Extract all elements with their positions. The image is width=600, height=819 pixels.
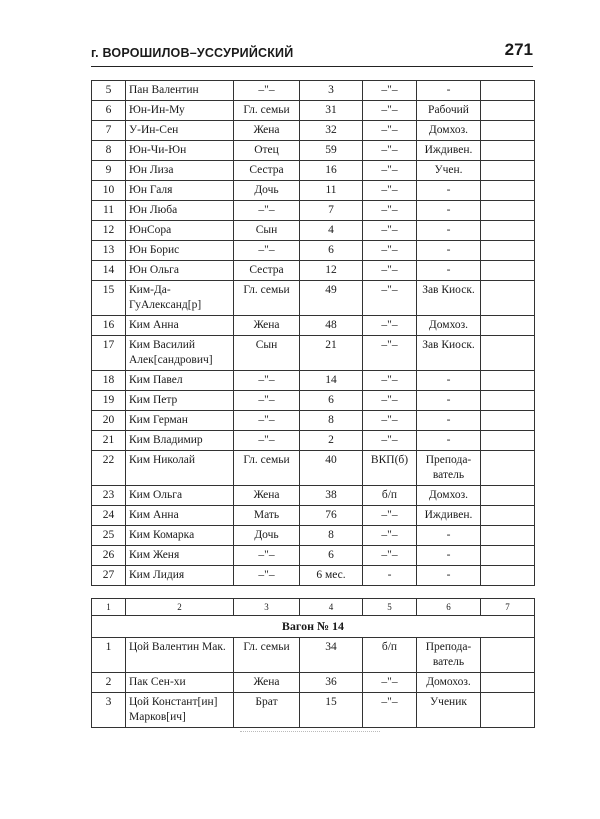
row-number-cell: 19 bbox=[92, 391, 126, 411]
table-row bbox=[92, 101, 535, 121]
full-name-cell: Юн Борис bbox=[126, 241, 234, 261]
party-cell: –"– bbox=[363, 181, 417, 201]
party-cell: ВКП(б) bbox=[363, 451, 417, 486]
occupation-cell: Домхоз. bbox=[417, 121, 481, 141]
table-row bbox=[92, 638, 535, 673]
occupation-cell: Препода-ватель bbox=[417, 638, 481, 673]
row-number-cell: 12 bbox=[92, 221, 126, 241]
relation-cell: Сын bbox=[234, 221, 300, 241]
row-number-cell: 5 bbox=[92, 81, 126, 101]
occupation-cell: - bbox=[417, 261, 481, 281]
occupation-cell: Рабочий bbox=[417, 101, 481, 121]
age-cell: 38 bbox=[300, 486, 363, 506]
full-name-cell: Ким Павел bbox=[126, 371, 234, 391]
wagon-14-table bbox=[91, 598, 535, 728]
note-cell bbox=[481, 261, 535, 281]
page-header bbox=[91, 40, 533, 67]
occupation-cell: Домхоз. bbox=[417, 486, 481, 506]
relation-cell: Жена bbox=[234, 121, 300, 141]
age-cell: 15 bbox=[300, 693, 363, 728]
relation-cell: Жена bbox=[234, 486, 300, 506]
table-row bbox=[92, 693, 535, 728]
note-cell bbox=[481, 141, 535, 161]
party-cell: –"– bbox=[363, 141, 417, 161]
row-number-cell: 14 bbox=[92, 261, 126, 281]
full-name-cell: Ким Анна bbox=[126, 316, 234, 336]
full-name-cell: Пан Валентин bbox=[126, 81, 234, 101]
age-cell: 3 bbox=[300, 81, 363, 101]
note-cell bbox=[481, 181, 535, 201]
note-cell bbox=[481, 451, 535, 486]
relation-cell: Сестра bbox=[234, 161, 300, 181]
note-cell bbox=[481, 336, 535, 371]
full-name-cell: Ким-Да-ГуАлександ[р] bbox=[126, 281, 234, 316]
column-number: 7 bbox=[481, 599, 535, 616]
row-number-cell: 1 bbox=[92, 638, 126, 673]
age-cell: 11 bbox=[300, 181, 363, 201]
party-cell: –"– bbox=[363, 526, 417, 546]
full-name-cell: Юн-Ин-Му bbox=[126, 101, 234, 121]
occupation-cell: - bbox=[417, 566, 481, 586]
occupation-cell: Домохоз. bbox=[417, 673, 481, 693]
table-row bbox=[92, 261, 535, 281]
wagon-14-body bbox=[92, 638, 535, 728]
occupation-cell: Ученик bbox=[417, 693, 481, 728]
relation-cell: Гл. семьи bbox=[234, 281, 300, 316]
age-cell: 59 bbox=[300, 141, 363, 161]
row-number-cell: 27 bbox=[92, 566, 126, 586]
row-number-cell: 11 bbox=[92, 201, 126, 221]
age-cell: 34 bbox=[300, 638, 363, 673]
relation-cell: –"– bbox=[234, 201, 300, 221]
party-cell: –"– bbox=[363, 546, 417, 566]
row-number-cell: 16 bbox=[92, 316, 126, 336]
full-name-cell: Ким Лидия bbox=[126, 566, 234, 586]
column-number: 3 bbox=[234, 599, 300, 616]
age-cell: 40 bbox=[300, 451, 363, 486]
column-number-row bbox=[92, 599, 535, 616]
note-cell bbox=[481, 101, 535, 121]
relation-cell: –"– bbox=[234, 241, 300, 261]
full-name-cell: Ким Женя bbox=[126, 546, 234, 566]
column-number: 1 bbox=[92, 599, 126, 616]
age-cell: 6 bbox=[300, 241, 363, 261]
row-number-cell: 21 bbox=[92, 431, 126, 451]
note-cell bbox=[481, 221, 535, 241]
full-name-cell: Ким Ольга bbox=[126, 486, 234, 506]
table-row bbox=[92, 486, 535, 506]
note-cell bbox=[481, 693, 535, 728]
age-cell: 48 bbox=[300, 316, 363, 336]
table-row bbox=[92, 411, 535, 431]
party-cell: –"– bbox=[363, 316, 417, 336]
full-name-cell: У-Ин-Сен bbox=[126, 121, 234, 141]
row-number-cell: 17 bbox=[92, 336, 126, 371]
relation-cell: Дочь bbox=[234, 181, 300, 201]
note-cell bbox=[481, 526, 535, 546]
column-number: 5 bbox=[363, 599, 417, 616]
full-name-cell: Ким Комарка bbox=[126, 526, 234, 546]
party-cell: –"– bbox=[363, 506, 417, 526]
party-cell: –"– bbox=[363, 336, 417, 371]
full-name-cell: Пак Сен-хи bbox=[126, 673, 234, 693]
table-row bbox=[92, 316, 535, 336]
age-cell: 16 bbox=[300, 161, 363, 181]
occupation-cell: Учен. bbox=[417, 161, 481, 181]
occupation-cell: - bbox=[417, 431, 481, 451]
party-cell: –"– bbox=[363, 431, 417, 451]
table-row bbox=[92, 181, 535, 201]
row-number-cell: 7 bbox=[92, 121, 126, 141]
full-name-cell: ЮнСора bbox=[126, 221, 234, 241]
occupation-cell: - bbox=[417, 221, 481, 241]
table-row bbox=[92, 281, 535, 316]
note-cell bbox=[481, 546, 535, 566]
age-cell: 8 bbox=[300, 526, 363, 546]
occupation-cell: Домхоз. bbox=[417, 316, 481, 336]
full-name-cell: Ким Петр bbox=[126, 391, 234, 411]
table-row bbox=[92, 391, 535, 411]
party-cell: –"– bbox=[363, 281, 417, 316]
table-row bbox=[92, 241, 535, 261]
table-row bbox=[92, 673, 535, 693]
relation-cell: Гл. семьи bbox=[234, 101, 300, 121]
row-number-cell: 8 bbox=[92, 141, 126, 161]
note-cell bbox=[481, 391, 535, 411]
relation-cell: –"– bbox=[234, 411, 300, 431]
row-number-cell: 25 bbox=[92, 526, 126, 546]
row-number-cell: 6 bbox=[92, 101, 126, 121]
note-cell bbox=[481, 506, 535, 526]
age-cell: 36 bbox=[300, 673, 363, 693]
party-cell: –"– bbox=[363, 241, 417, 261]
full-name-cell: Юн Галя bbox=[126, 181, 234, 201]
full-name-cell: Цой Валентин Мак. bbox=[126, 638, 234, 673]
relation-cell: Дочь bbox=[234, 526, 300, 546]
note-cell bbox=[481, 81, 535, 101]
full-name-cell: Цой Констант[ин] Марков[ич] bbox=[126, 693, 234, 728]
relation-cell: Жена bbox=[234, 673, 300, 693]
note-cell bbox=[481, 241, 535, 261]
note-cell bbox=[481, 316, 535, 336]
occupation-cell: Зав Киоск. bbox=[417, 281, 481, 316]
note-cell bbox=[481, 486, 535, 506]
occupation-cell: - bbox=[417, 411, 481, 431]
age-cell: 2 bbox=[300, 431, 363, 451]
relation-cell: Гл. семьи bbox=[234, 451, 300, 486]
party-cell: - bbox=[363, 566, 417, 586]
row-number-cell: 10 bbox=[92, 181, 126, 201]
row-number-cell: 22 bbox=[92, 451, 126, 486]
party-cell: –"– bbox=[363, 261, 417, 281]
note-cell bbox=[481, 411, 535, 431]
note-cell bbox=[481, 281, 535, 316]
party-cell: –"– bbox=[363, 391, 417, 411]
row-number-cell: 26 bbox=[92, 546, 126, 566]
passenger-list-body bbox=[92, 81, 535, 586]
note-cell bbox=[481, 121, 535, 141]
relation-cell: Отец bbox=[234, 141, 300, 161]
full-name-cell: Ким Анна bbox=[126, 506, 234, 526]
table-row bbox=[92, 451, 535, 486]
relation-cell: Сын bbox=[234, 336, 300, 371]
relation-cell: Сестра bbox=[234, 261, 300, 281]
wagon-heading: Вагон № 14 bbox=[92, 616, 535, 638]
relation-cell: Мать bbox=[234, 506, 300, 526]
row-number-cell: 18 bbox=[92, 371, 126, 391]
age-cell: 8 bbox=[300, 411, 363, 431]
column-number: 6 bbox=[417, 599, 481, 616]
table-row bbox=[92, 371, 535, 391]
relation-cell: Брат bbox=[234, 693, 300, 728]
relation-cell: –"– bbox=[234, 431, 300, 451]
row-number-cell: 13 bbox=[92, 241, 126, 261]
party-cell: б/п bbox=[363, 638, 417, 673]
age-cell: 6 bbox=[300, 546, 363, 566]
occupation-cell: Иждивен. bbox=[417, 506, 481, 526]
relation-cell: –"– bbox=[234, 371, 300, 391]
page-number: 271 bbox=[504, 40, 533, 59]
table-row bbox=[92, 566, 535, 586]
column-number: 2 bbox=[126, 599, 234, 616]
occupation-cell: Иждивен. bbox=[417, 141, 481, 161]
occupation-cell: - bbox=[417, 201, 481, 221]
relation-cell: –"– bbox=[234, 391, 300, 411]
wagon-heading-row bbox=[92, 616, 535, 638]
occupation-cell: - bbox=[417, 526, 481, 546]
note-cell bbox=[481, 638, 535, 673]
table-row bbox=[92, 506, 535, 526]
party-cell: –"– bbox=[363, 121, 417, 141]
party-cell: –"– bbox=[363, 161, 417, 181]
occupation-cell: Препода-ватель bbox=[417, 451, 481, 486]
occupation-cell: - bbox=[417, 391, 481, 411]
row-number-cell: 2 bbox=[92, 673, 126, 693]
relation-cell: –"– bbox=[234, 81, 300, 101]
note-cell bbox=[481, 201, 535, 221]
age-cell: 6 bbox=[300, 391, 363, 411]
faint-divider bbox=[240, 731, 380, 732]
age-cell: 12 bbox=[300, 261, 363, 281]
full-name-cell: Ким Николай bbox=[126, 451, 234, 486]
row-number-cell: 3 bbox=[92, 693, 126, 728]
row-number-cell: 20 bbox=[92, 411, 126, 431]
row-number-cell: 15 bbox=[92, 281, 126, 316]
occupation-cell: Зав Киоск. bbox=[417, 336, 481, 371]
note-cell bbox=[481, 566, 535, 586]
table-row bbox=[92, 546, 535, 566]
party-cell: –"– bbox=[363, 693, 417, 728]
table-row bbox=[92, 121, 535, 141]
table-row bbox=[92, 336, 535, 371]
age-cell: 76 bbox=[300, 506, 363, 526]
party-cell: б/п bbox=[363, 486, 417, 506]
age-cell: 21 bbox=[300, 336, 363, 371]
occupation-cell: - bbox=[417, 241, 481, 261]
running-title: г. ВОРОШИЛОВ–УССУРИЙСКИЙ bbox=[91, 46, 294, 60]
party-cell: –"– bbox=[363, 81, 417, 101]
occupation-cell: - bbox=[417, 371, 481, 391]
party-cell: –"– bbox=[363, 673, 417, 693]
table-row bbox=[92, 161, 535, 181]
party-cell: –"– bbox=[363, 201, 417, 221]
table-row bbox=[92, 81, 535, 101]
relation-cell: –"– bbox=[234, 566, 300, 586]
occupation-cell: - bbox=[417, 81, 481, 101]
full-name-cell: Ким Герман bbox=[126, 411, 234, 431]
age-cell: 7 bbox=[300, 201, 363, 221]
table-row bbox=[92, 431, 535, 451]
age-cell: 6 мес. bbox=[300, 566, 363, 586]
full-name-cell: Ким Василий Алек[сандрович] bbox=[126, 336, 234, 371]
relation-cell: –"– bbox=[234, 546, 300, 566]
note-cell bbox=[481, 431, 535, 451]
column-number: 4 bbox=[300, 599, 363, 616]
row-number-cell: 9 bbox=[92, 161, 126, 181]
full-name-cell: Ким Владимир bbox=[126, 431, 234, 451]
full-name-cell: Юн Ольга bbox=[126, 261, 234, 281]
party-cell: –"– bbox=[363, 371, 417, 391]
note-cell bbox=[481, 673, 535, 693]
row-number-cell: 23 bbox=[92, 486, 126, 506]
age-cell: 32 bbox=[300, 121, 363, 141]
table-row bbox=[92, 201, 535, 221]
age-cell: 4 bbox=[300, 221, 363, 241]
age-cell: 49 bbox=[300, 281, 363, 316]
full-name-cell: Юн Люба bbox=[126, 201, 234, 221]
full-name-cell: Юн Лиза bbox=[126, 161, 234, 181]
relation-cell: Гл. семьи bbox=[234, 638, 300, 673]
occupation-cell: - bbox=[417, 181, 481, 201]
table-row bbox=[92, 526, 535, 546]
party-cell: –"– bbox=[363, 221, 417, 241]
occupation-cell: - bbox=[417, 546, 481, 566]
full-name-cell: Юн-Чи-Юн bbox=[126, 141, 234, 161]
age-cell: 14 bbox=[300, 371, 363, 391]
table-row bbox=[92, 141, 535, 161]
note-cell bbox=[481, 161, 535, 181]
party-cell: –"– bbox=[363, 411, 417, 431]
relation-cell: Жена bbox=[234, 316, 300, 336]
party-cell: –"– bbox=[363, 101, 417, 121]
passenger-list-table bbox=[91, 80, 535, 586]
age-cell: 31 bbox=[300, 101, 363, 121]
table-row bbox=[92, 221, 535, 241]
row-number-cell: 24 bbox=[92, 506, 126, 526]
note-cell bbox=[481, 371, 535, 391]
